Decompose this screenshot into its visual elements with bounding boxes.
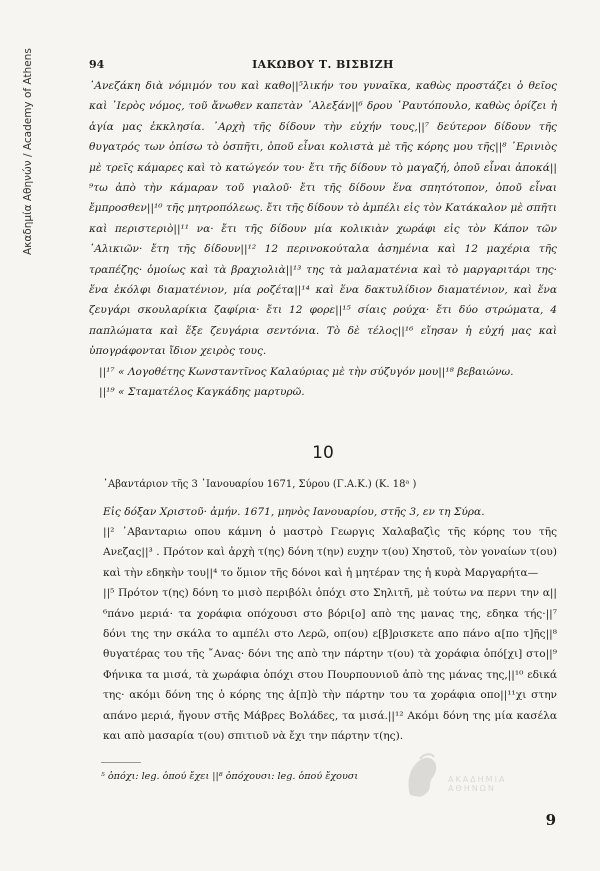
document-paragraph-1: ||² ᾿Αβανταριω οπου κάμνη ὁ μαστρὸ Γεωργις Χαλαβαζὶς τῆς κόρης του τῆς Ανεζας||³ . Πρότον καὶ ἀρχὴ τ(ης) δόνη τ(ην) ευχην τ(ου) Χηστοῦ, τὸν γοναίων τ(ου) καὶ τὴν εδηκὴν του||⁴ το ὅμιον τῆς δόνοι καὶ ἡ μητέραν της ἡ κυρὰ Μαργαρήτα—: [103, 525, 557, 579]
running-head: [89, 58, 557, 76]
archive-side-label: [10, 40, 34, 255]
signature-line-1: ||¹⁷ « Λογοθέτης Κωνσταντῖνος Καλαύριας μὲ τὴν σύζυγόν μου||¹⁸ βεβαιώνω.: [99, 365, 514, 378]
athena-head-icon: [400, 751, 444, 801]
footnote-divider: [101, 762, 141, 763]
watermark-text: ΑΚΑΔΗΜΙΑ ΑΘΗΝΩΝ: [448, 775, 507, 793]
signature-line-2: ||¹⁹ « Σταματέλος Καγκάδης μαρτυρῶ.: [99, 386, 305, 399]
running-head-title: ΙΑΚΩΒΟΥ Τ. ΒΙΣΒΙΖΗ: [252, 58, 394, 71]
book-page: [89, 58, 557, 782]
document-heading: Εἰς δόξαν Χριστοῦ· ἀμήν. 1671, μηνὸς Ιανουαρίου, στῆς 3, εν τη Σύρα.: [103, 505, 485, 518]
academy-watermark: [400, 751, 540, 801]
document-paragraph-2: ||⁵ Πρότον τ(ης) δόνη το μισὸ περιβόλι ὁπόχι στο Σηλιτῆ, μὲ τούτω να περνι την α||⁶πάνο μεριά· τα χοράφια οπόχουσι στο βόρι[ο] απὸ της μανας της, εδηκα τής·||⁷ δόνι της την σκάλα το αμπέλι στο Λερῶ, οπ(ου) ε[β]ρισκετε απο πάνο α[πο τ]ῆς||⁸ θυγατέρας του τῆς ῎Ανας· δόνι της απὸ την πάρτην τ(ου) τὰ χοράφια ὁπό[χι] στο||⁹ Φήνικα τα μισά, τὰ χωράφια ὁπόχι στου Πουρπουνιοῦ ἀπὸ της μάνας της,||¹⁰ εδικά της· ακόμι δόνη της ὁ κόρης της ἀ[π]ὸ τὴν πάρτην του τα χοράφια οπο||¹¹χι στην απάνο μεριά, ἤγουν στῆς Μάβρες Βολάδες, τα μισά.||¹² Ακόμι δόνη της μία κασέλα και απὸ μασαρία τ(ου) σπιτιοῦ νὰ ἔχι την πάρτην τ(ης).: [103, 587, 557, 742]
document-number: 10: [312, 442, 334, 463]
sheet-signature: 9: [545, 811, 556, 829]
footnote: ⁵ ὁπόχι: leg. ὁπού ἔχει ||⁸ ὀπόχουσι: leg. ὁπού ἔχουσι: [101, 771, 359, 783]
document-source: ᾿Αβαντάριον τῆς 3 ᾿Ιανουαρίου 1671, Σύρου (Γ.Α.Κ.) (Κ. 18ᵃ ): [103, 478, 417, 490]
prev-document-paragraph: ᾿Ανεζάκη διὰ νόμιμόν του καὶ καθο||⁵λικήν του γυναῖκα, καθὼς προστάζει ὁ θεῖος καὶ ᾿Ιερὸς νόμος, τοῦ ἄνωθεν καπετὰν ᾿Αλεξάν||⁶ δρου ῾Ραυτόπουλο, καθὼς ὁρίζει ἡ ἁγία μας ἐκκλησία. ᾿Αρχὴ τῆς δίδουν τὴν εὐχήν τους,||⁷ δεύτερον δίδουν τῆς θυγατρός των ὀπίσω τὸ ὀσπῆτι, ὁποῦ εἶναι κολιστὰ μὲ τῆς κόρης μου τῆς||⁸ ᾿Ερινιὸς μὲ τρεῖς κάμαρες καὶ τὸ κατώγεόν του· ἔτι τῆς δίδουν τὸ μαγαζή, ὁποῦ εἶναι ἀποκά||⁹τω ἀπὸ τὴν κάμαραν τοῦ γιαλοῦ· ἔτι τῆς δίδουν ἕνα σπητότοπον, ὁποῦ εἶναι ἔμπροσθεν||¹⁰ τῆς μητροπόλεως. ἔτι τῆς δίδουν τὸ ἀμπέλι εἰς τὸν Κατάκαλον μὲ σπῆτι καὶ περιστεριὸ||¹¹ να· ἔτι τῆς δίδουν μία κολικιὰν χωράφι εἰς τὸν Κάπον τῶν ᾿Αλικιῶν· ἔτη τῆς δίδουν||¹² 12 περινοκούταλα ἀσημένια καὶ 12 μαχέρια τῆς τραπέζης· ὁμοίως καὶ τὰ βραχιολιὰ||¹³ της τὰ μαλαματένια καὶ τὸ μαργαριτάρι της· ἕνα ἐκόλφι διαματένιον, μία ροζέτα||¹⁴ καὶ ἕνα δακτυλίδιον διαματένιον, καὶ ἕνα ζευγάρι σκουλαρίκια ζαφίρια· ἔτι 12 φορε||¹⁵ σίαις ρούχα· ἔτι δύο στρώματα, 4 παπλώματα καὶ ἕξε ζευγάρια σεντόνια. Τὸ δὲ τέλος||¹⁶ εἴησαν ἡ εὐχή μας καὶ ὑπογράφονται ἴδιον χειρὸς τους.: [89, 80, 557, 358]
page-number: 94: [89, 58, 105, 71]
archive-side-label-text: Ακαδημία Αθηνών / Academy of Athens: [22, 48, 34, 255]
